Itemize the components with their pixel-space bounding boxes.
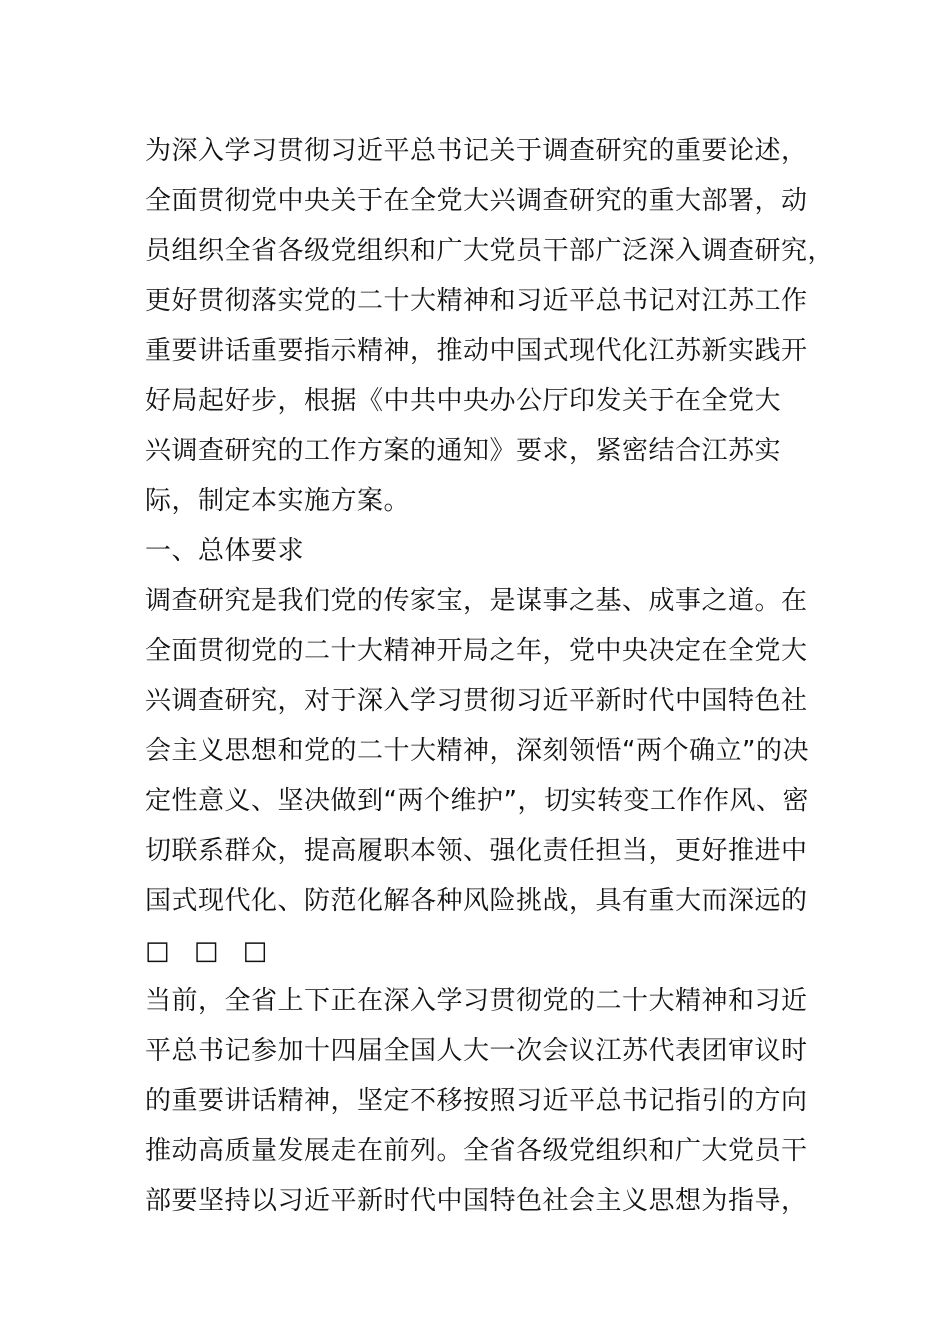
- text-line: 会主义思想和党的二十大精神，深刻领悟“两个确立”的决: [145, 736, 809, 766]
- text-line: 全面贯彻党的二十大精神开局之年，党中央决定在全党大: [145, 636, 808, 666]
- text-line: 兴调查研究的工作方案的通知》要求，紧密结合江苏实: [145, 436, 782, 466]
- text-line: 好局起好步，根据《中共中央办公厅印发关于在全党大: [145, 386, 782, 416]
- document-body: [145, 126, 845, 1226]
- text-line: 当前，全省上下正在深入学习贯彻党的二十大精神和习近: [145, 986, 808, 1016]
- text-line: 推动高质量发展走在前列。全省各级党组织和广大党员干: [145, 1136, 808, 1166]
- text-line: 兴调查研究，对于深入学习贯彻习近平新时代中国特色社: [145, 686, 808, 716]
- text-line: 平总书记参加十四届全国人大一次会议江苏代表团审议时: [145, 1036, 808, 1066]
- text-line: 员组织全省各级党组织和广大党员干部广泛深入调查研究，: [145, 236, 835, 266]
- section-heading: 一、总体要求: [145, 536, 305, 566]
- text-line: 切联系群众，提高履职本领、强化责任担当，更好推进中: [145, 836, 808, 866]
- text-line: 为深入学习贯彻习近平总书记关于调查研究的重要论述，: [145, 136, 808, 166]
- text-line: 全面贯彻党中央关于在全党大兴调查研究的重大部署，动: [145, 186, 808, 216]
- missing-glyph-line: □ □ □: [145, 936, 276, 966]
- text-line: 际，制定本实施方案。: [145, 486, 411, 516]
- text-line: 部要坚持以习近平新时代中国特色社会主义思想为指导，: [145, 1186, 808, 1216]
- text-line: 国式现代化、防范化解各种风险挑战，具有重大而深远的: [145, 886, 808, 916]
- text-line: 更好贯彻落实党的二十大精神和习近平总书记对江苏工作: [145, 286, 808, 316]
- text-line: 调查研究是我们党的传家宝，是谋事之基、成事之道。在: [145, 586, 808, 616]
- text-line: 的重要讲话精神，坚定不移按照习近平总书记指引的方向: [145, 1086, 808, 1116]
- text-line: 定性意义、坚决做到“两个维护”，切实转变工作作风、密: [145, 786, 809, 816]
- text-line: 重要讲话重要指示精神，推动中国式现代化江苏新实践开: [145, 336, 808, 366]
